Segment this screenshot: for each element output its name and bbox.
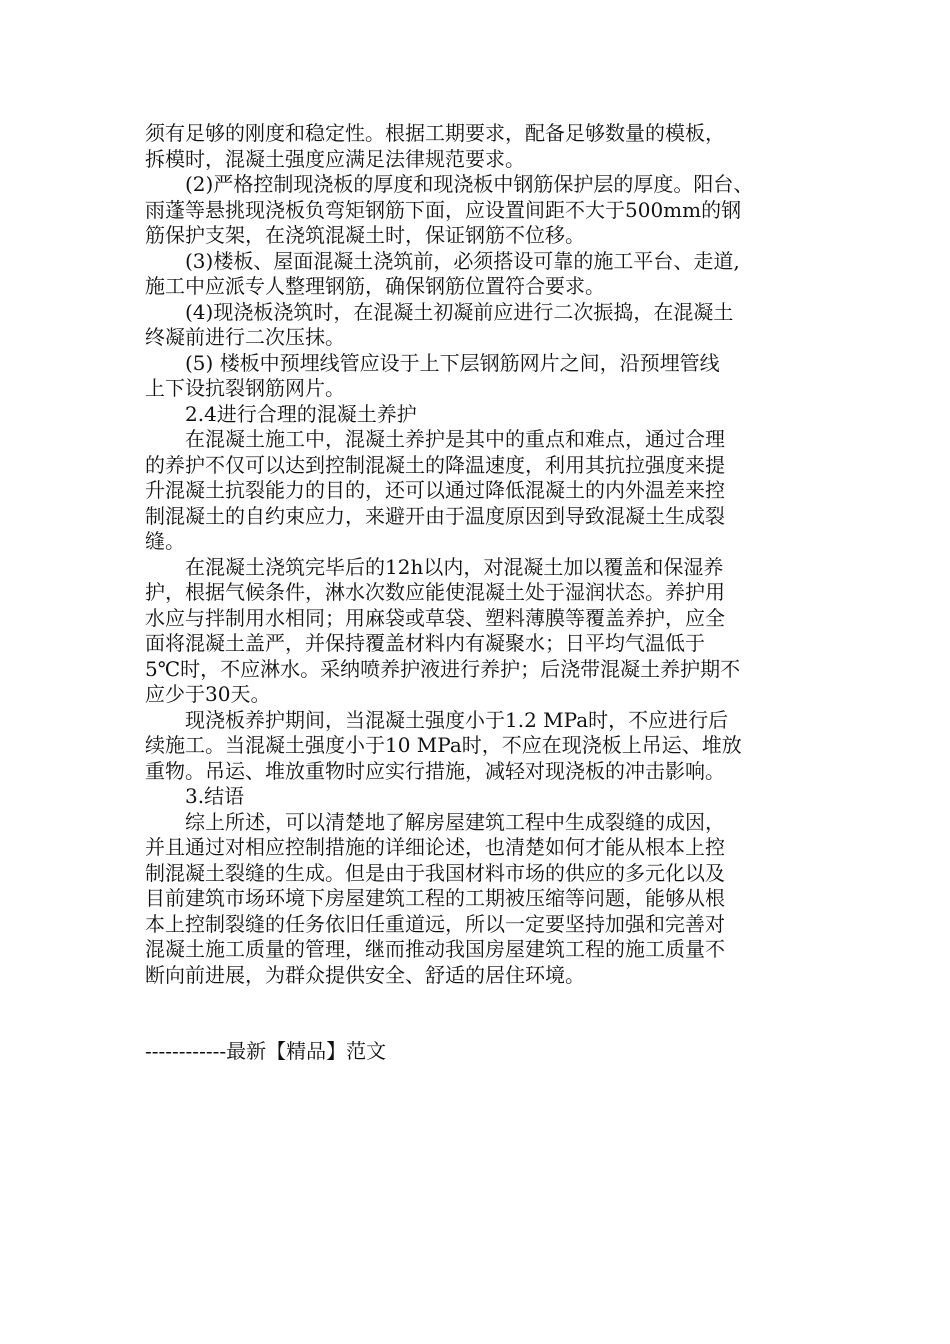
- text-line: 护，根据气候条件，淋水次数应能使混凝土处于湿润状态。养护用: [145, 580, 725, 604]
- text-line: 制混凝土的自约束应力，来避开由于温度原因到导致混凝土生成裂: [145, 503, 725, 528]
- text-line: 水应与拌制用水相同；用麻袋或草袋、塑料薄膜等覆盖养护，应全: [145, 605, 725, 630]
- text-line: (2)严格控制现浇板的厚度和现浇板中钢筋保护层的厚度。阳台、: [185, 172, 754, 196]
- text-line: 须有足够的刚度和稳定性。根据工期要求，配备足够数量的模板，: [145, 121, 725, 145]
- text-line: 的养护不仅可以达到控制混凝土的降温速度，利用其抗拉强度来提: [145, 452, 725, 477]
- text-line: 制混凝土裂缝的生成。但是由于我国材料市场的供应的多元化以及: [145, 860, 725, 885]
- text-line: 拆模时，混凝土强度应满足法律规范要求。: [145, 146, 525, 171]
- text-line: 施工中应派专人整理钢筋，确保钢筋位置符合要求。: [145, 274, 605, 298]
- text-line: 在混凝土施工中，混凝土养护是其中的重点和难点，通过合理: [185, 427, 725, 451]
- text-line: 在混凝土浇筑完毕后的12h以内，对混凝土加以覆盖和保湿养: [185, 554, 724, 579]
- document-page: [145, 121, 810, 1064]
- text-line: 3.结语: [185, 784, 245, 808]
- text-line: 混凝土施工质量的管理，继而推动我国房屋建筑工程的施工质量不: [145, 937, 725, 961]
- text-line: 目前建筑市场环境下房屋建筑工程的工期被压缩等问题，能够从根: [145, 886, 725, 910]
- text-line: 升混凝土抗裂能力的目的，还可以通过降低混凝土的内外温差来控: [145, 478, 725, 502]
- text-line: 上下设抗裂钢筋网片。: [145, 376, 345, 400]
- text-line: 筋保护支架，在浇筑混凝土时，保证钢筋不位移。: [145, 223, 585, 247]
- text-line: 面将混凝土盖严，并保持覆盖材料内有凝聚水；日平均气温低于: [145, 631, 705, 655]
- text-line: 缝。: [145, 529, 185, 553]
- text-line: 终凝前进行二次压抹。: [145, 325, 345, 349]
- text-line: (3)楼板、屋面混凝土浇筑前，必须搭设可靠的施工平台、走道,: [185, 248, 740, 273]
- body-text: [145, 121, 810, 988]
- text-line: 断向前进展，为群众提供安全、舒适的居住环境。: [145, 962, 585, 987]
- text-line: 2.4进行合理的混凝土养护: [185, 401, 417, 426]
- text-line: 应少于30天。: [145, 682, 271, 706]
- footer-note: ------------最新【精品】范文: [145, 1039, 387, 1063]
- text-line: 雨蓬等悬挑现浇板负弯矩钢筋下面，应设置间距不大于500mm的钢: [145, 197, 742, 222]
- text-line: 并且通过对相应控制措施的详细论述，也清楚如何才能从根本上控: [145, 835, 725, 859]
- text-line: (4)现浇板浇筑时，在混凝土初凝前应进行二次振捣，在混凝土: [185, 299, 734, 324]
- text-line: 综上所述，可以清楚地了解房屋建筑工程中生成裂缝的成因，: [185, 809, 725, 834]
- text-line: 现浇板养护期间，当混凝土强度小于1.2 MPa时，不应进行后: [185, 707, 729, 732]
- spacer: [145, 988, 810, 1038]
- text-line: (5) 楼板中预埋线管应设于上下层钢筋网片之间，沿预埋管线: [185, 350, 720, 375]
- text-line: 5℃时，不应淋水。采纳喷养护液进行养护；后浇带混凝土养护期不: [145, 656, 741, 681]
- text-line: 重物。吊运、堆放重物时应实行措施，减轻对现浇板的冲击影响。: [145, 758, 725, 783]
- text-line: 续施工。当混凝土强度小于10 MPa时，不应在现浇板上吊运、堆放: [145, 733, 742, 757]
- text-line: 本上控制裂缝的任务依旧任重道远，所以一定要坚持加强和完善对: [145, 911, 725, 936]
